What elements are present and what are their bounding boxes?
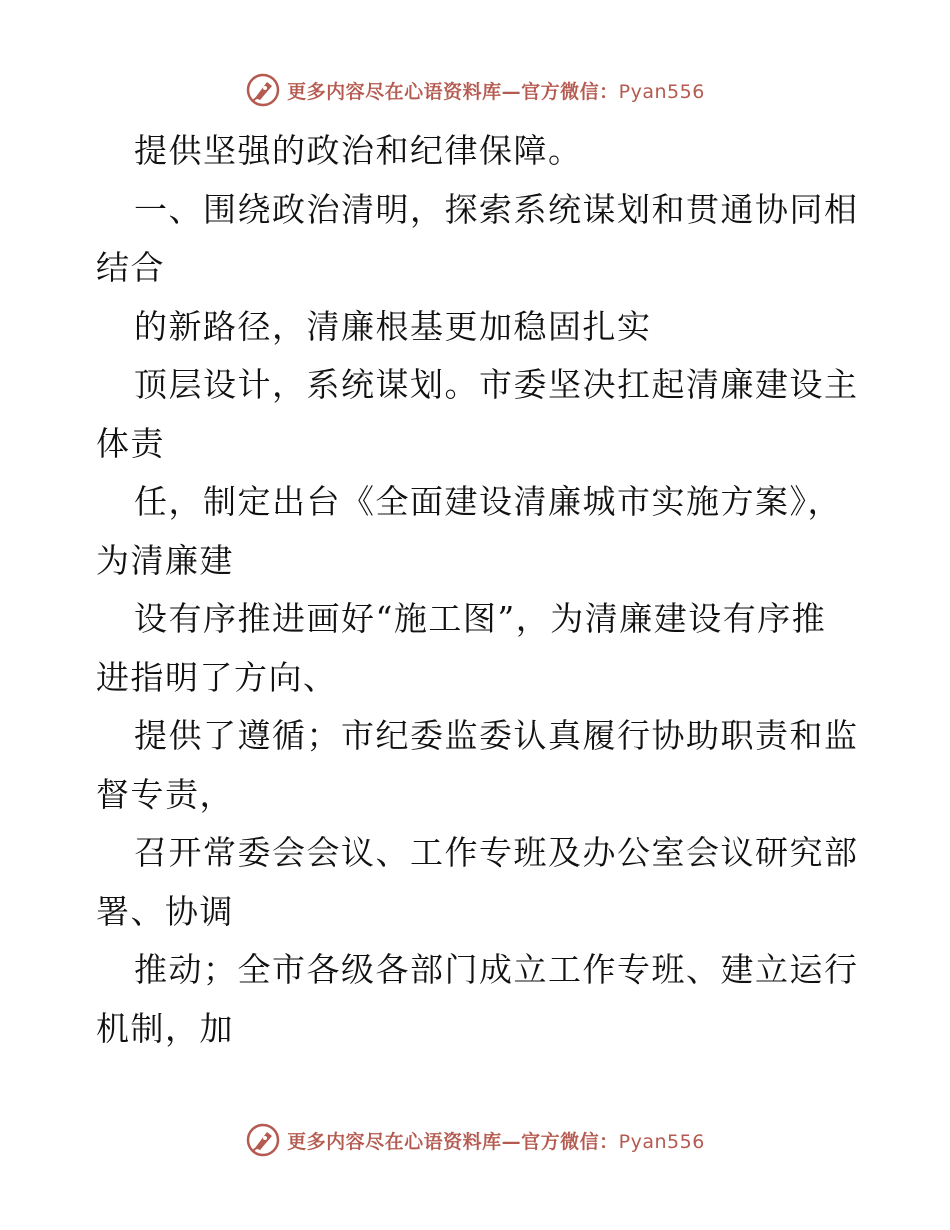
pen-nib-logo-icon <box>245 1122 281 1158</box>
text-line: 任，制定出台《全面建设清廉城市实施方案》， <box>134 482 842 521</box>
text-line: 署、协调 <box>96 891 234 931</box>
watermark-text: 更多内容尽在心语资料库—官方微信：Pyan556 <box>287 1130 705 1153</box>
pen-nib-logo-icon <box>245 72 281 108</box>
header-watermark <box>0 70 950 110</box>
text-line: 提供了遵循；市纪委监委认真履行协助职责和监 <box>134 716 859 755</box>
text-line: 召开常委会会议、工作专班及办公室会议研究部 <box>134 833 859 872</box>
text-line: 为清廉建 <box>96 540 234 580</box>
text-line: 进指明了方向、 <box>96 657 338 697</box>
text-line: 体责 <box>96 423 165 463</box>
text-line: 机制，加 <box>96 1008 234 1048</box>
text-line: 顶层设计，系统谋划。市委坚决扛起清廉建设主 <box>134 365 859 404</box>
text-line: 设有序推进画好“施工图”，为清廉建设有序推 <box>134 599 827 638</box>
text-line: 推动；全市各级各部门成立工作专班、建立运行 <box>134 950 859 989</box>
document-body <box>96 122 859 1058</box>
text-line: 结合 <box>96 248 165 287</box>
text-line: 一、围绕政治清明，探索系统谋划和贯通协同相 <box>134 189 859 229</box>
watermark-text: 更多内容尽在心语资料库—官方微信：Pyan556 <box>287 80 705 103</box>
text-line: 的新路径，清廉根基更加稳固扎实 <box>134 306 652 346</box>
footer-watermark <box>0 1120 950 1160</box>
text-line: 提供坚强的政治和纪律保障。 <box>134 131 583 170</box>
text-line: 督专责， <box>96 774 234 814</box>
